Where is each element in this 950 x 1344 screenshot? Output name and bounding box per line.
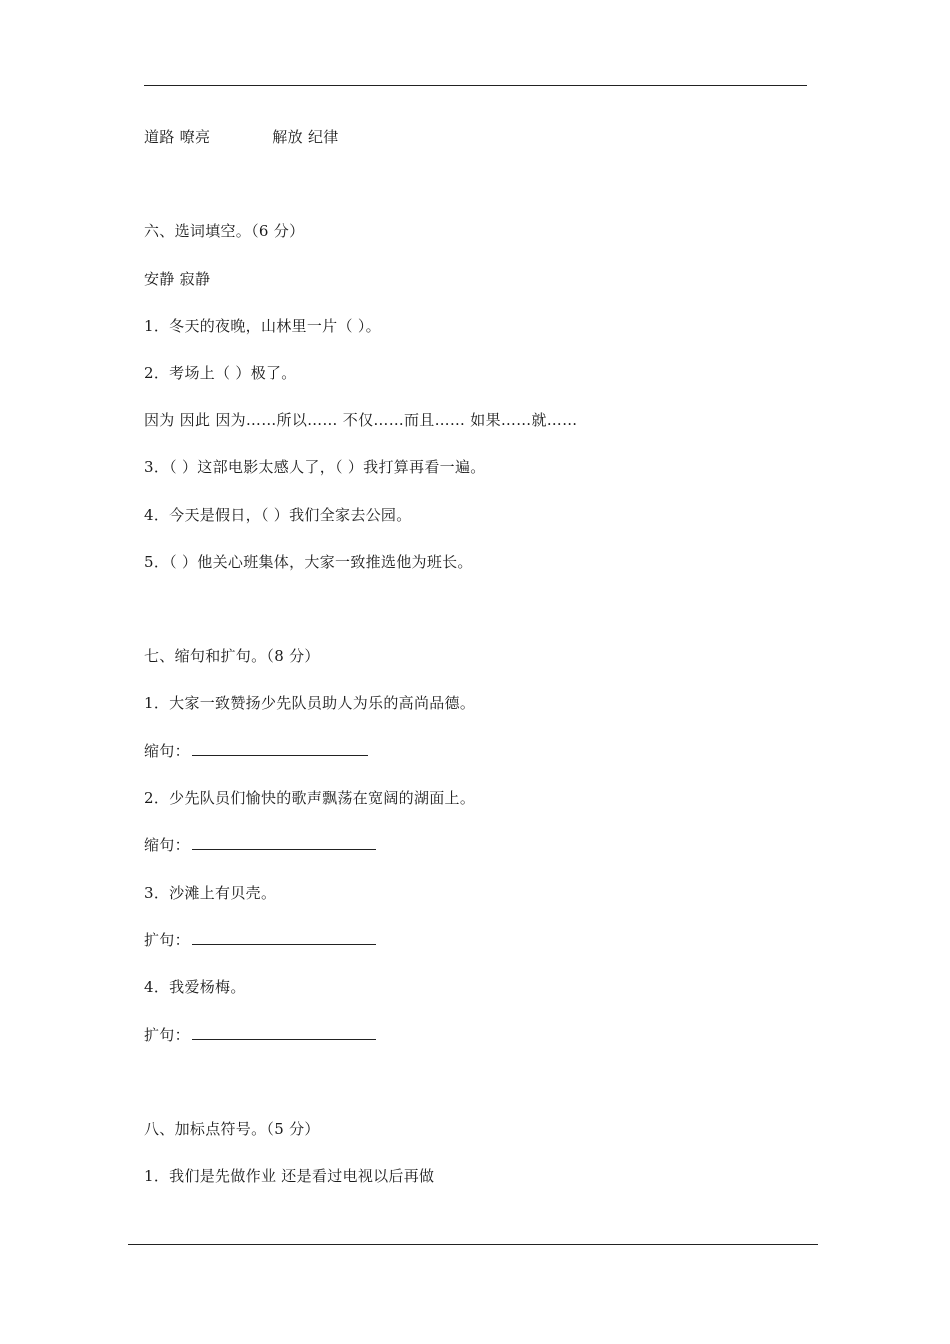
question-6-2: 2．考场上（ ）极了。: [144, 364, 297, 382]
answer-blank[interactable]: [192, 929, 376, 945]
footer-rule: [128, 1244, 818, 1245]
word-choices-1: 安静 寂静: [144, 270, 211, 288]
question-6-1: 1．冬天的夜晚，山林里一片（ ）。: [144, 317, 381, 335]
question-6-5: 5．（ ）他关心班集体，大家一致推选他为班长。: [144, 553, 473, 571]
question-7-4: 4．我爱杨梅。: [144, 978, 246, 996]
question-6-3: 3．（ ）这部电影太感人了，（ ）我打算再看一遍。: [144, 458, 486, 476]
word-pair-1: 道路 嘹亮: [144, 128, 211, 146]
answer-line-7-4: [144, 1024, 376, 1046]
section-8-title: 八、加标点符号。（5 分）: [144, 1120, 320, 1138]
answer-label: 扩句：: [144, 1026, 190, 1044]
section-6-title: 六、选词填空。（6 分）: [144, 222, 305, 240]
answer-blank[interactable]: [192, 1024, 376, 1040]
question-8-1: 1．我们是先做作业 还是看过电视以后再做: [144, 1167, 435, 1185]
word-pair-2: 解放 纪律: [272, 128, 339, 146]
question-6-4: 4．今天是假日，（ ）我们全家去公园。: [144, 506, 412, 524]
question-7-1: 1．大家一致赞扬少先队员助人为乐的高尚品德。: [144, 694, 476, 712]
word-choices-2: 因为 因此 因为……所以…… 不仅……而且…… 如果……就……: [144, 411, 578, 429]
answer-blank[interactable]: [192, 834, 376, 850]
answer-line-7-3: [144, 929, 376, 951]
word-row: [144, 126, 339, 148]
answer-line-7-1: [144, 740, 368, 762]
answer-line-7-2: [144, 834, 376, 856]
answer-label: 缩句：: [144, 742, 190, 760]
answer-blank[interactable]: [192, 740, 368, 756]
answer-label: 缩句：: [144, 836, 190, 854]
question-7-3: 3．沙滩上有贝壳。: [144, 884, 277, 902]
question-7-2: 2．少先队员们愉快的歌声飘荡在宽阔的湖面上。: [144, 789, 476, 807]
answer-label: 扩句：: [144, 931, 190, 949]
header-rule: [144, 85, 807, 86]
section-7-title: 七、缩句和扩句。（8 分）: [144, 647, 320, 665]
